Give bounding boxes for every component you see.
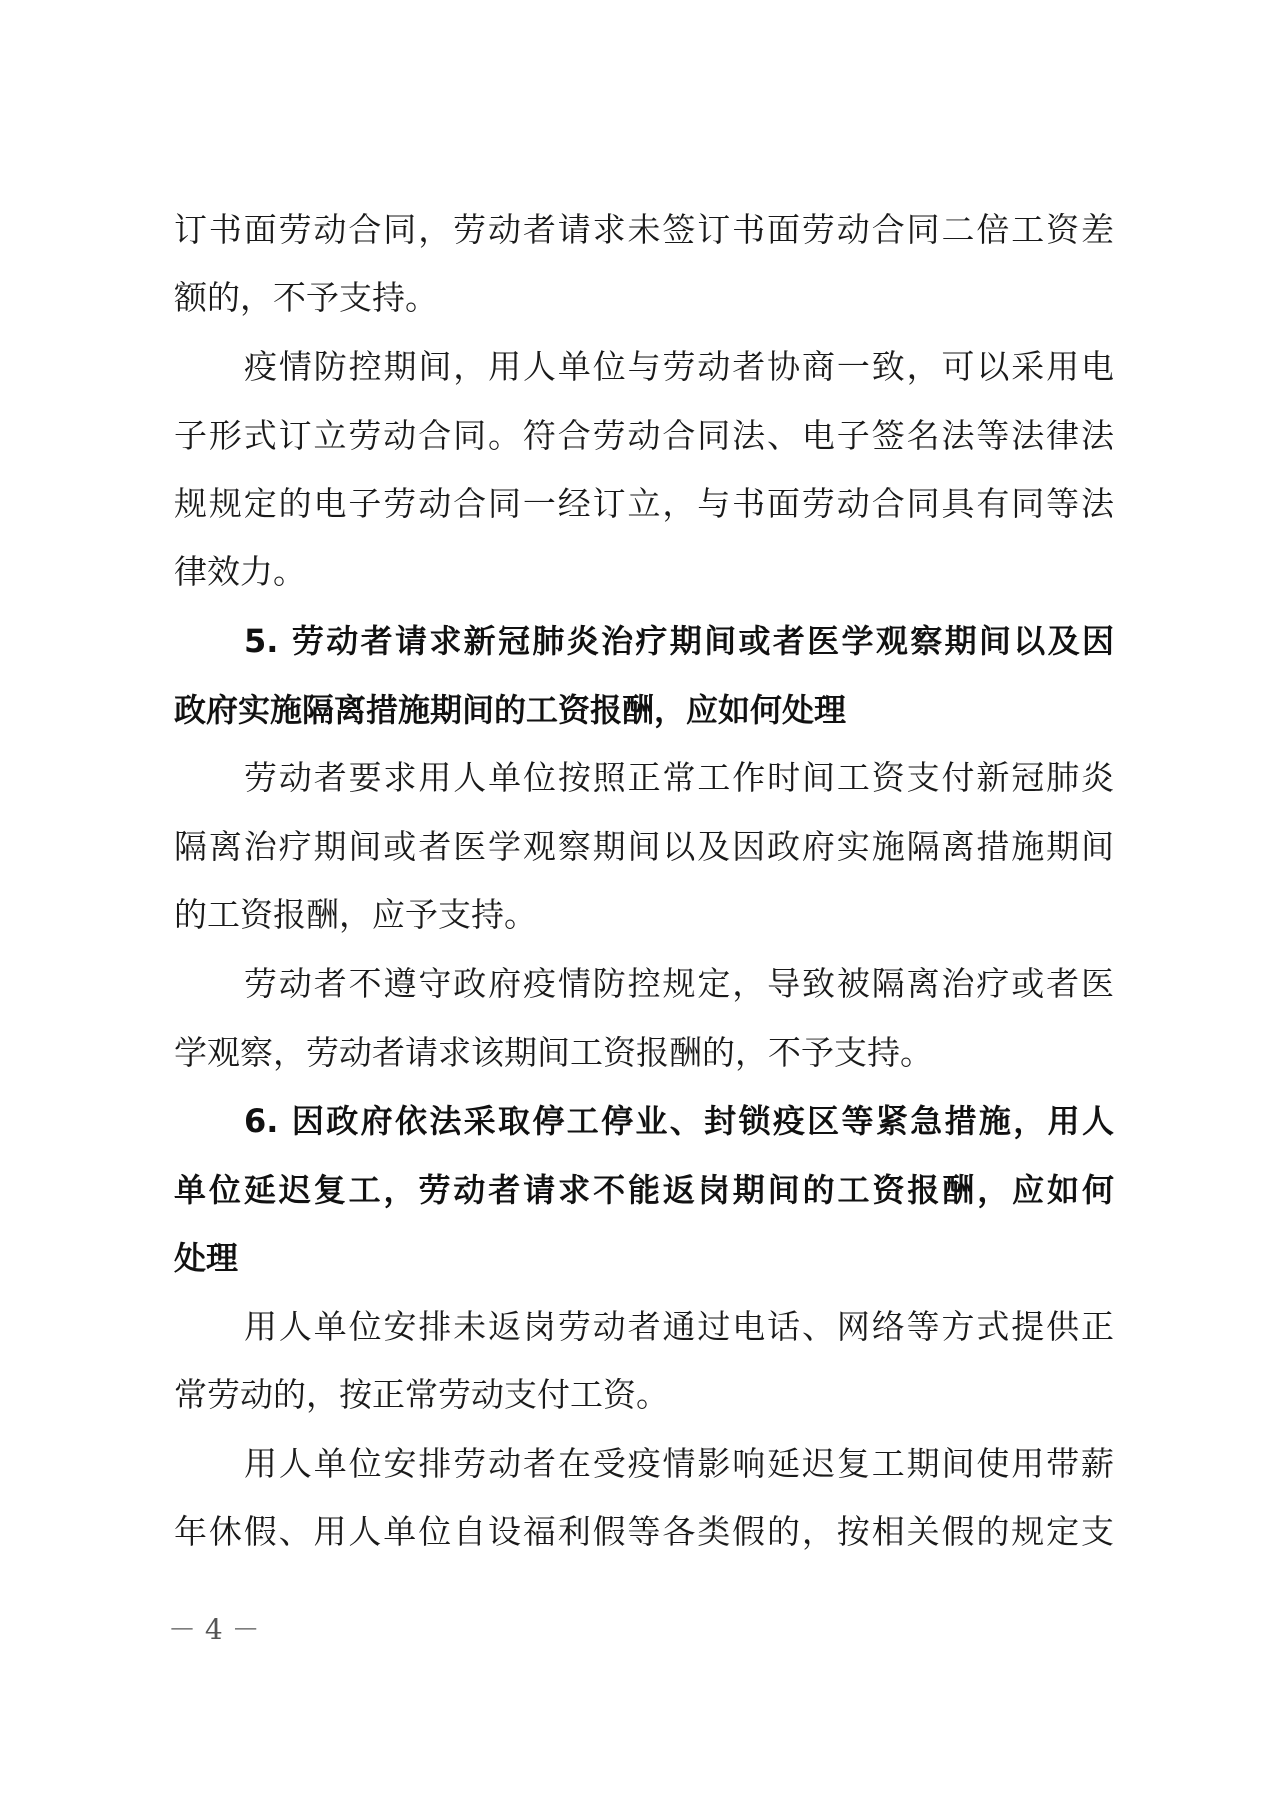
section-heading-line: 5. 劳动者请求新冠肺炎治疗期间或者医学观察期间以及因 <box>244 622 1114 660</box>
paragraph-line: 订书面劳动合同，劳动者请求未签订书面劳动合同二倍工资差 <box>174 210 1114 249</box>
paragraph-line: 年休假、用人单位自设福利假等各类假的，按相关假的规定支 <box>174 1512 1114 1551</box>
paragraph-line: 的工资报酬，应予支持。 <box>174 895 537 934</box>
paragraph-line: 子形式订立劳动合同。符合劳动合同法、电子签名法等法律法 <box>174 416 1114 455</box>
section-heading-line: 6. 因政府依法采取停工停业、封锁疫区等紧急措施，用人 <box>244 1102 1114 1140</box>
section-heading-line: 处理 <box>174 1239 239 1277</box>
paragraph-line: 用人单位安排未返岗劳动者通过电话、网络等方式提供正 <box>244 1307 1114 1346</box>
paragraph-line: 用人单位安排劳动者在受疫情影响延迟复工期间使用带薪 <box>244 1444 1114 1483</box>
section-heading-line: 政府实施隔离措施期间的工资报酬，应如何处理 <box>174 691 847 729</box>
paragraph-line: 规规定的电子劳动合同一经订立，与书面劳动合同具有同等法 <box>174 484 1114 523</box>
paragraph-line: 劳动者不遵守政府疫情防控规定，导致被隔离治疗或者医 <box>244 964 1114 1003</box>
paragraph-line: 学观察，劳动者请求该期间工资报酬的，不予支持。 <box>174 1033 933 1072</box>
section-heading-line: 单位延迟复工，劳动者请求不能返岗期间的工资报酬，应如何 <box>174 1171 1114 1209</box>
paragraph-line: 隔离治疗期间或者医学观察期间以及因政府实施隔离措施期间 <box>174 827 1114 866</box>
paragraph-line: 常劳动的，按正常劳动支付工资。 <box>174 1375 669 1414</box>
paragraph-line: 疫情防控期间，用人单位与劳动者协商一致，可以采用电 <box>244 347 1114 386</box>
page-number: － 4 － <box>168 1613 260 1646</box>
paragraph-line: 劳动者要求用人单位按照正常工作时间工资支付新冠肺炎 <box>244 758 1114 797</box>
paragraph-line: 律效力。 <box>174 552 306 591</box>
paragraph-line: 额的，不予支持。 <box>174 278 438 317</box>
